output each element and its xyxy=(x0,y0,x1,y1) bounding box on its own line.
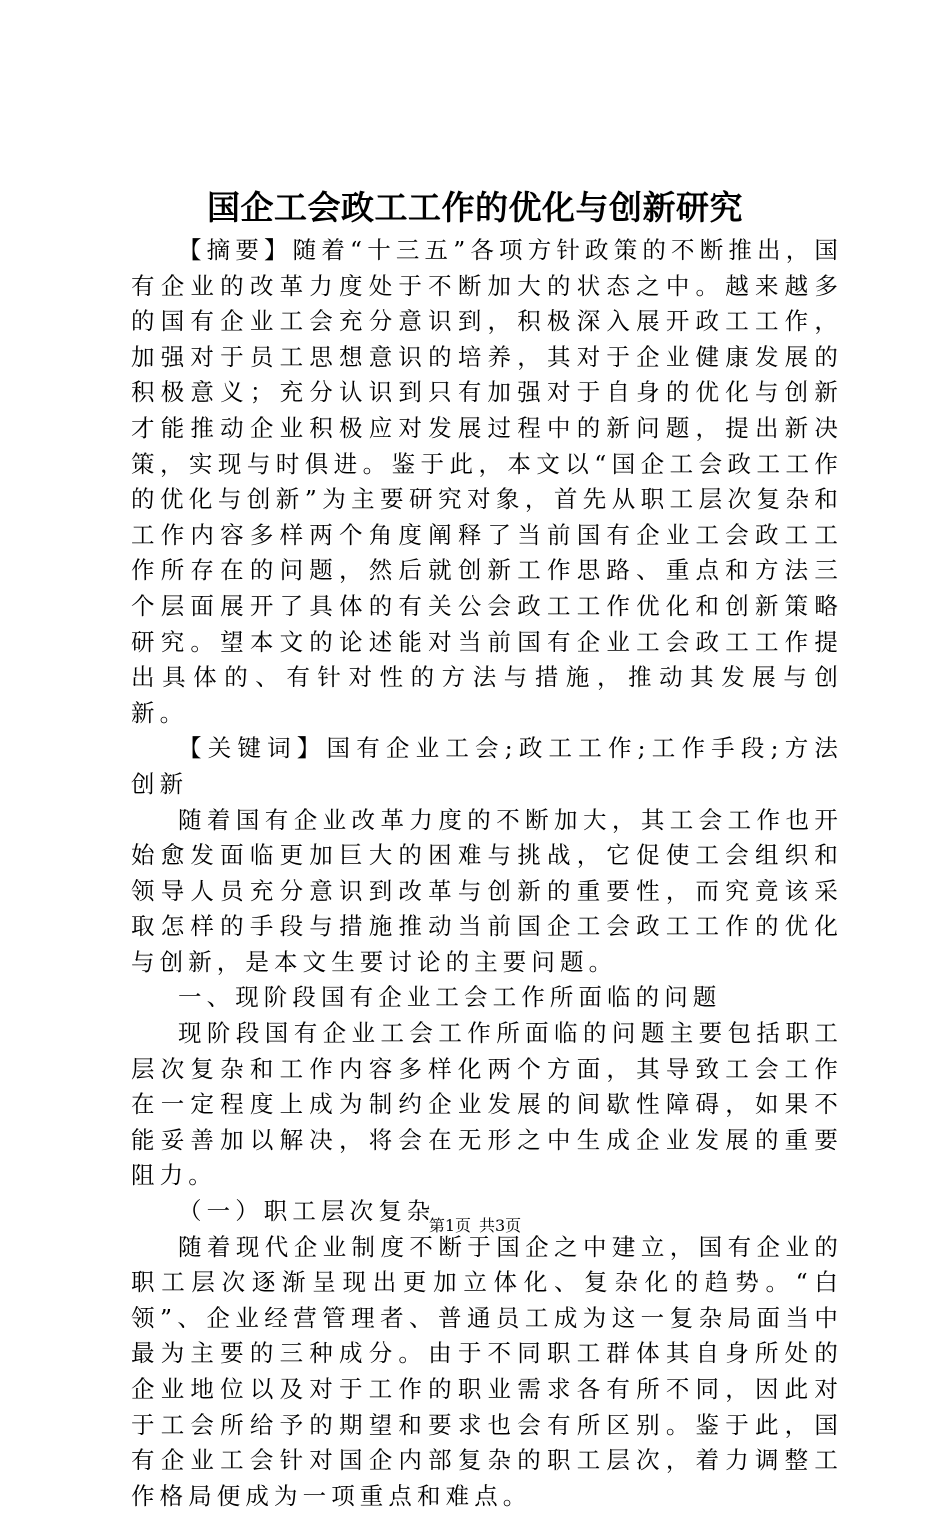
abstract-paragraph: 【摘要】随着“十三五”各项方针政策的不断推出，国有企业的改革力度处于不断加大的状态之中。越来越多的国有企业工会充分意识到，积极深入展开政工工作，加强对于员工思想意识的培养，其对于企业健康发展的积极意义；充分认识到只有加强对于自身的优化与创新才能推动企业积极应对发展过程中的新问题，提出新决策，实现与时俱进。鉴于此，本文以“国企工会政工工作的优化与创新”为主要研究对象，首先从职工层次复杂和工作内容多样两个角度阐释了当前国有企业工会政工工作所存在的问题，然后就创新工作思路、重点和方法三个层面展开了具体的有关公会政工工作优化和创新策略研究。望本文的论述能对当前国有企业工会政工工作提出具体的、有针对性的方法与措施，推动其发展与创新。 xyxy=(131,236,843,727)
page-number: 第1页 xyxy=(428,1216,471,1235)
page-footer xyxy=(0,1214,950,1238)
section-heading: 一、现阶段国有企业工会工作所面临的问题 xyxy=(178,983,722,1012)
document-title: 国企工会政工工作的优化与创新研究 xyxy=(207,188,743,227)
body-paragraph: 现阶段国有企业工会工作所面临的问题主要包括职工层次复杂和工作内容多样化两个方面，其导致工会工作在一定程度上成为制约企业发展的间歇性障碍，如果不能妥善加以解决，将会在无形之中生成企业发展的重要阻力。 xyxy=(131,1019,843,1190)
keywords-paragraph: 【关键词】国有企业工会;政工工作;工作手段;方法创新 xyxy=(131,734,843,798)
body-paragraph: 随着现代企业制度不断于国企之中建立，国有企业的职工层次逐渐呈现出更加立体化、复杂化的趋势。“白领”、企业经营管理者、普通员工成为这一复杂局面当中最为主要的三种成分。由于不同职工群体其自身所处的企业地位以及对于工作的职业需求各有所不同，因此对于工会所给予的期望和要求也会有所区别。鉴于此，国有企业工会针对国企内部复杂的职工层次，着力调整工作格局便成为一项重点和难点。 xyxy=(131,1232,843,1510)
document-body xyxy=(131,233,843,1514)
page-total: 共3页 xyxy=(479,1216,522,1235)
body-paragraph: 随着国有企业改革力度的不断加大，其工会工作也开始愈发面临更加巨大的困难与挑战，它促使工会组织和领导人员充分意识到改革与创新的重要性，而究竟该采取怎样的手段与措施推动当前国企工会政工工作的优化与创新，是本文生要讨论的主要问题。 xyxy=(131,805,843,976)
subsection-heading: （一）职工层次复杂 xyxy=(178,1197,436,1226)
